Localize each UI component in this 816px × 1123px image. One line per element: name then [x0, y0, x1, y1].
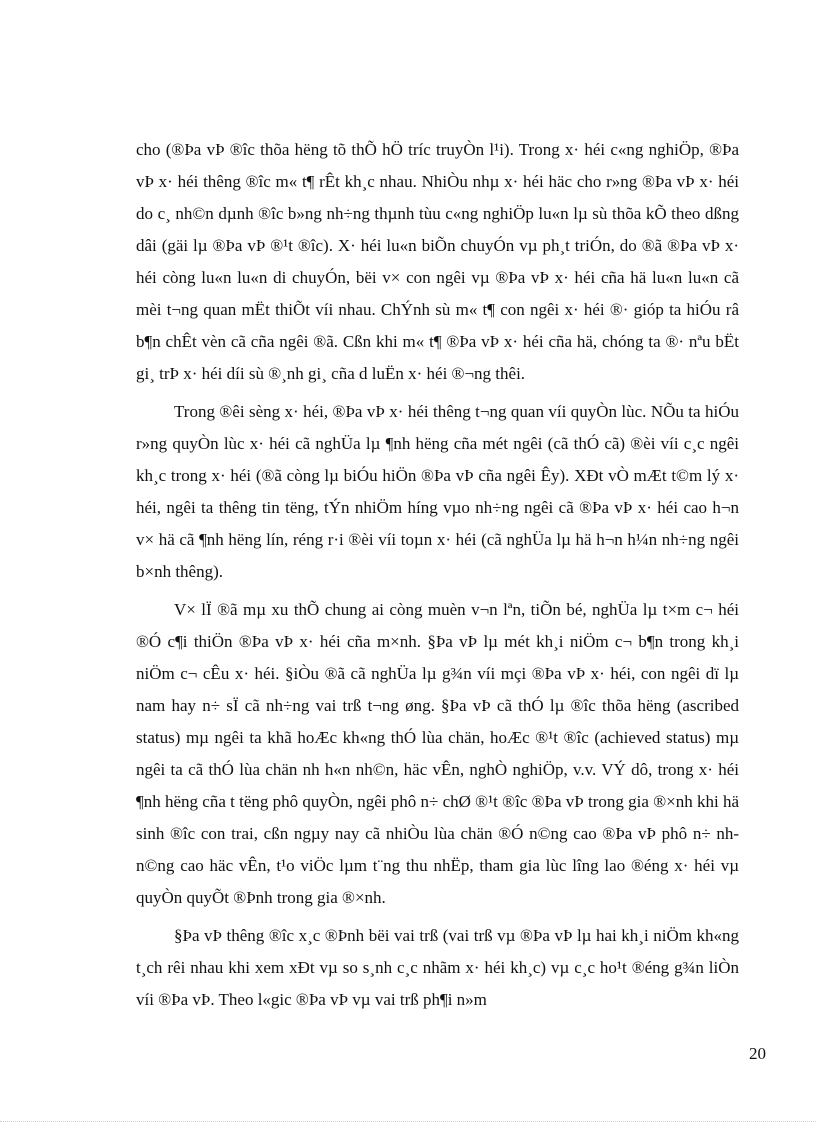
- page-number: 20: [749, 1044, 766, 1063]
- body-text: [136, 134, 739, 1022]
- paragraph: cho (®Þa vÞ ®îc thõa hëng tõ thÕ hÖ tríc truyÒn l¹i). Trong x· héi c«ng nghiÖp, ®Þa vÞ x· héi thêng ®îc m« t¶ rÊt kh¸c nhau. NhiÒu nhµ x· héi häc cho r»ng ®Þa vÞ x· héi do c¸ nh©n dµnh ®îc b»ng nh÷ng thµnh tùu c«ng nghiÖp lu«n lµ sù thõa kÕ theo dßng dâi (gäi lµ ®Þa vÞ ®¹t ®îc). X· héi lu«n biÕn chuyÓn vµ ph¸t triÓn, do ®ã ®Þa vÞ x· héi còng lu«n lu«n di chuyÓn, bëi v× con ngêi vµ ®Þa vÞ x· héi cña hä lu«n lu«n cã mèi t¬ng quan mËt thiÕt víi nhau. ChÝnh sù m« t¶ con ngêi x· héi ®· gióp ta hiÓu râ b¶n chÊt vèn cã cña ngêi ®ã. Cßn khi m« t¶ ®Þa vÞ x· héi cña hä, chóng ta ®· nªu bËt gi¸ trÞ x· héi díi sù ®¸nh gi¸ cña d luËn x· héi ®¬ng thêi.: [136, 140, 739, 383]
- paragraph: Trong ®êi sèng x· héi, ®Þa vÞ x· héi thêng t¬ng quan víi quyÒn lùc. NÕu ta hiÓu r»ng quyÒn lùc x· héi cã nghÜa lµ ¶nh hëng cña mét ngêi (cã thÓ cã) ®èi víi c¸c ngêi kh¸c trong x· héi (®ã còng lµ biÓu hiÖn ®Þa vÞ cña ngêi Êy). XÐt vÒ mÆt t©m lý x· héi, ngêi ta thêng tin tëng, tÝn nhiÖm híng vµo nh÷ng ngêi cã ®Þa vÞ x· héi cao h¬n v× hä cã ¶nh hëng lín, réng r·i ®èi víi toµn x· héi (cã nghÜa lµ hä h¬n h¼n nh÷ng ngêi b×nh thêng).: [136, 402, 739, 581]
- paragraph: V× lÏ ®ã mµ xu thÕ chung ai còng muèn v¬n lªn, tiÕn bé, nghÜa lµ t×m c¬ héi ®Ó c¶i thiÖn ®Þa vÞ x· héi cña m×nh. §Þa vÞ lµ mét kh¸i niÖm c¬ b¶n trong kh¸i niÖm c¬ cÊu x· héi. §iÒu ®ã cã nghÜa lµ g¾n víi mçi ®Þa vÞ x· héi, con ngêi dï lµ nam hay n÷ sÏ cã nh÷ng vai trß t¬ng øng. §Þa vÞ cã thÓ lµ ®îc thõa hëng (ascribed status) mµ ngêi ta khã hoÆc kh«ng thÓ lùa chän, hoÆc ®¹t ®îc (achieved status) mµ ngêi ta cã thÓ lùa chän nh h«n nh©n, häc vÊn, nghÒ nghiÖp, v.v. VÝ dô, trong x· héi ¶nh hëng cña t tëng phô quyÒn, ngêi phô n÷ chØ ®¹t ®îc ®Þa vÞ trong gia ®×nh khi hä sinh ®îc con trai, cßn ngµy nay cã nhiÒu lùa chän ®Ó n©ng cao ®Þa vÞ phô n÷ nh n©ng cao häc vÊn, t¹o viÖc lµm t¨ng thu nhËp, tham gia lùc lîng lao ®éng x· héi vµ quyÒn quyÕt ®Þnh trong gia ®×nh.: [136, 600, 739, 907]
- paragraph: §Þa vÞ thêng ®îc x¸c ®Þnh bëi vai trß (vai trß vµ ®Þa vÞ lµ hai kh¸i niÖm kh«ng t¸ch rêi nhau khi xem xÐt vµ so s¸nh c¸c nhãm x· héi kh¸c) vµ c¸c ho¹t ®éng g¾n liÒn víi ®Þa vÞ. Theo l«gic ®Þa vÞ vµ vai trß ph¶i n»m: [136, 926, 739, 1009]
- page-bottom-divider: [0, 1121, 816, 1122]
